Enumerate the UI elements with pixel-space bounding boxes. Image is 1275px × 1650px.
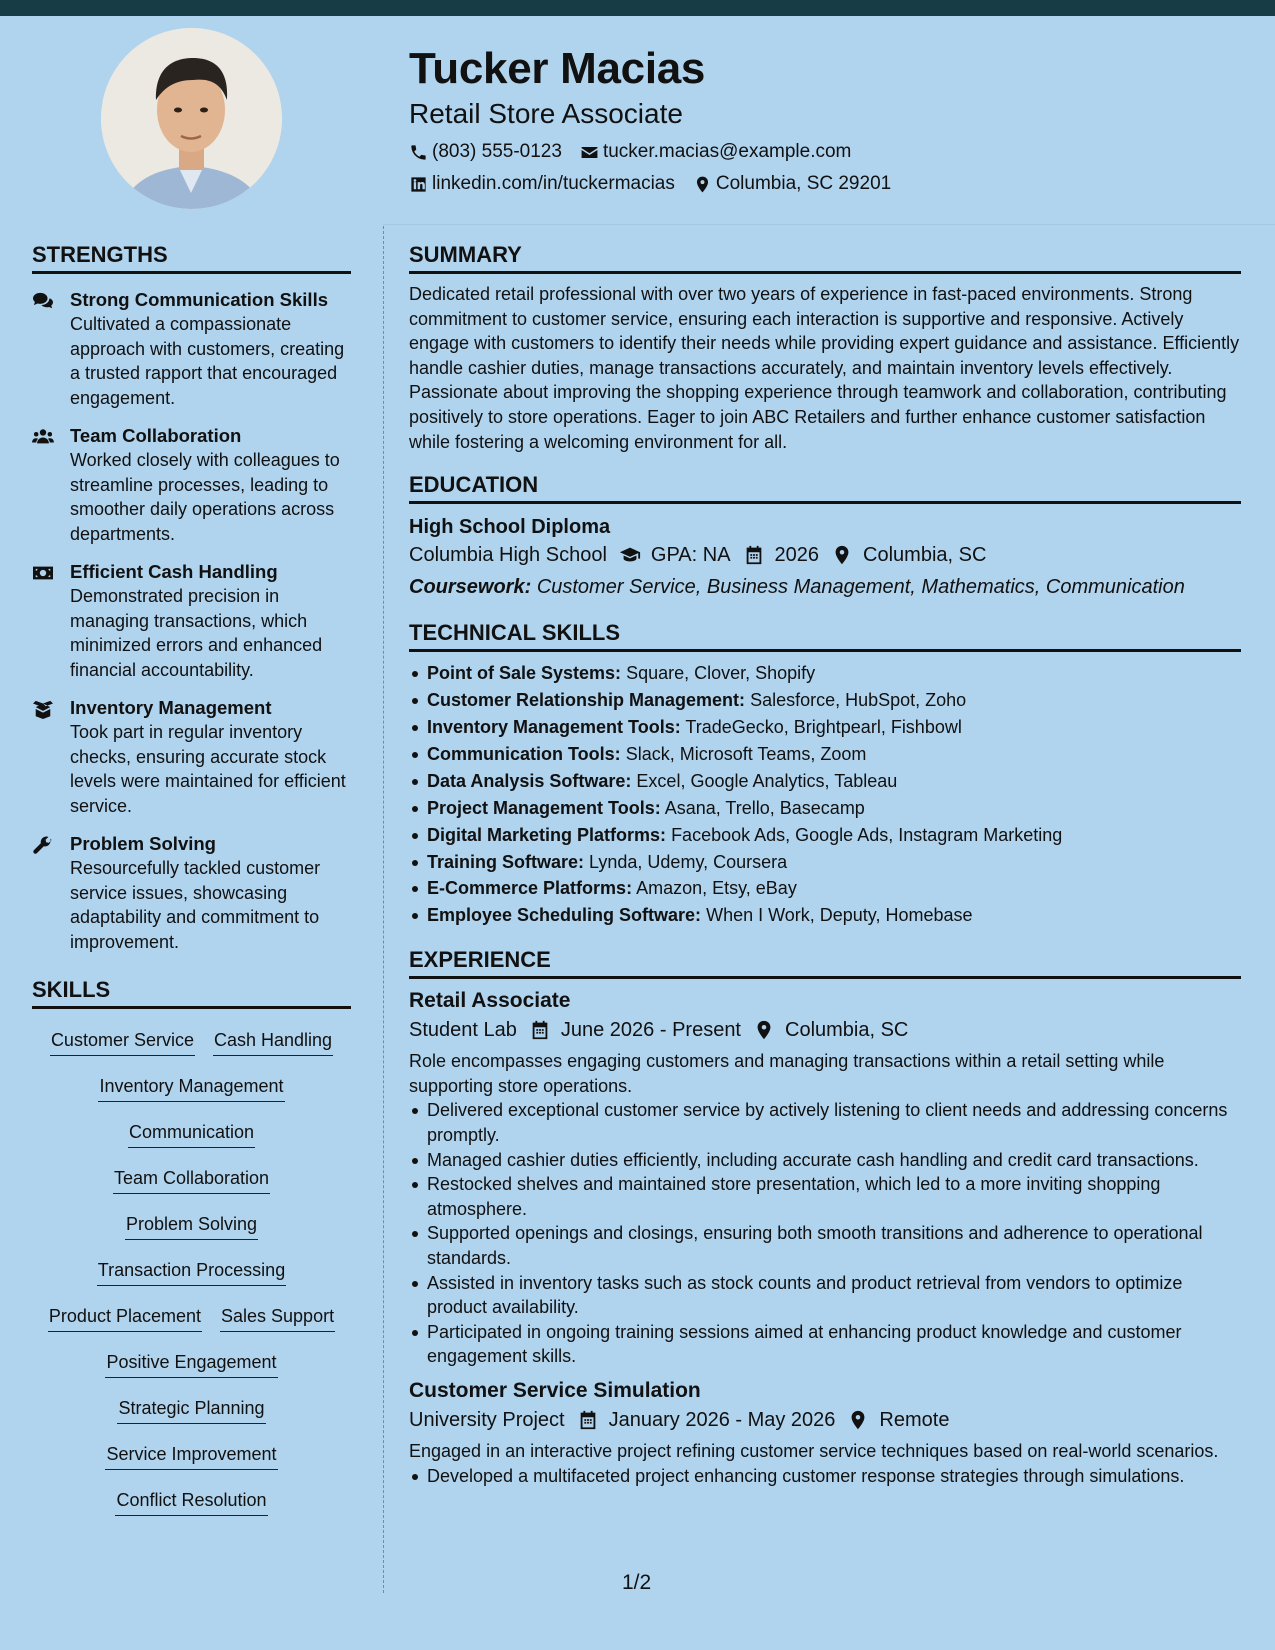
education-section: [409, 471, 1241, 602]
technical-skill-item: [409, 822, 1241, 849]
email-contact[interactable]: [580, 140, 851, 164]
skill-tools: When I Work, Deputy, Homebase: [706, 905, 973, 926]
email-text[interactable]: tucker.macias@example.com: [602, 141, 852, 162]
strength-title: Problem Solving: [70, 833, 216, 854]
map-marker-icon: [847, 1409, 869, 1431]
experience-heading: EXPERIENCE: [409, 946, 1241, 979]
strength-description: Worked closely with colleagues to streamline processes, leading to smoother daily operations across departments.: [70, 450, 340, 544]
job-location-text: Remote: [879, 1408, 950, 1431]
skill-tools: Excel, Google Analytics, Tableau: [636, 770, 898, 791]
summary-text: Dedicated retail professional with over two years of experience in fast-paced environments. Strong commitment to customer service, ensuring each interaction is supportive and responsive. Actively engage with customers to identify their needs while providing expert guidance and assistance. Efficiently handle cashier duties, manage transactions accurately, and maintain inventory levels effectively. Passionate about improving the shopping experience through teamwork and collaboration, contributing positively to store operations. Eager to join ABC Retailers and further enhance customer satisfaction while fostering a welcoming environment for all.: [409, 284, 1240, 452]
strength-description: Took part in regular inventory checks, ensuring accurate stock levels were maintained for efficient service.: [70, 722, 346, 816]
technical-skill-item: [409, 902, 1241, 929]
education-location: [831, 540, 986, 570]
page-number: 1/2: [622, 1571, 652, 1594]
technical-skills-section: [409, 619, 1241, 929]
technical-skills-heading: TECHNICAL SKILLS: [409, 619, 1241, 652]
job-entry: [409, 1377, 1241, 1488]
job-location: [753, 1015, 908, 1045]
linkedin-text[interactable]: linkedin.com/in/tuckermacias: [432, 173, 675, 194]
calendar-icon: [743, 544, 765, 566]
skill-category: Employee Scheduling Software:: [427, 905, 702, 926]
map-marker-icon: [753, 1019, 775, 1041]
skill-category: Communication Tools:: [427, 743, 621, 764]
strength-item: [32, 288, 351, 410]
skill-tools: Amazon, Etsy, eBay: [636, 878, 797, 899]
job-title: Retail Associate: [409, 989, 571, 1013]
profile-photo: [101, 28, 282, 209]
education-heading: EDUCATION: [409, 471, 1241, 504]
technical-skills-list: [409, 660, 1241, 929]
job-entry: [409, 987, 1241, 1369]
job-title: Customer Service Simulation: [409, 1378, 701, 1402]
job-org-text: Student Lab: [409, 1019, 517, 1042]
envelope-icon: [580, 143, 599, 162]
strength-item: [32, 560, 351, 682]
contact-row-1: [409, 140, 1259, 164]
candidate-title: Retail Store Associate: [409, 98, 683, 129]
strength-title: Inventory Management: [70, 697, 272, 718]
skill-category: E-Commerce Platforms:: [427, 878, 633, 899]
technical-skill-item: [409, 687, 1241, 714]
job-meta: [409, 1405, 1241, 1435]
skill-tools: Slack, Microsoft Teams, Zoom: [625, 743, 867, 764]
skill-category: Training Software:: [427, 851, 585, 872]
technical-skill-item: [409, 795, 1241, 822]
skill-tag: Strategic Planning: [117, 1396, 265, 1424]
job-dates: [529, 1015, 741, 1045]
job-bullet: Restocked shelves and maintained store presentation, which led to a more inviting shopping atmosphere.: [409, 1172, 1241, 1221]
experience-section: [409, 946, 1241, 1488]
skill-category: Data Analysis Software:: [427, 770, 632, 791]
job-bullet: Developed a multifaceted project enhancing customer response strategies through simulations.: [409, 1464, 1241, 1489]
technical-skill-item: [409, 768, 1241, 795]
year-text: 2026: [774, 544, 820, 567]
map-marker-icon: [831, 544, 853, 566]
job-org-text: University Project: [409, 1408, 565, 1431]
phone-contact: [409, 140, 562, 164]
skill-tag: Conflict Resolution: [115, 1488, 267, 1516]
skill-tag: Product Placement: [48, 1304, 202, 1332]
skill-category: Point of Sale Systems:: [427, 663, 622, 684]
summary-section: [409, 241, 1241, 454]
skill-tools: Salesforce, HubSpot, Zoho: [750, 690, 967, 711]
job-bullet: Delivered exceptional customer service by actively listening to client needs and addressing concerns promptly.: [409, 1098, 1241, 1147]
strength-description: Demonstrated precision in managing transactions, which minimized errors and enhanced financial accountability.: [70, 586, 323, 680]
skills-section: [32, 976, 351, 1525]
skill-category: Digital Marketing Platforms:: [427, 824, 667, 845]
education-location-text: Columbia, SC: [863, 544, 987, 567]
degree-title: High School Diploma: [409, 516, 611, 539]
skill-tools: Square, Clover, Shopify: [626, 663, 816, 684]
gpa-item: [619, 540, 731, 570]
skills-heading: SKILLS: [32, 976, 351, 1009]
money-bill-icon: [32, 563, 54, 583]
job-bullet: Supported openings and closings, ensuring both smooth transitions and adherence to operational standards.: [409, 1221, 1241, 1270]
strength-title: Efficient Cash Handling: [70, 561, 278, 582]
coursework-text: Customer Service, Business Management, Mathematics, Communication: [536, 576, 1185, 599]
technical-skill-item: [409, 660, 1241, 687]
strength-description: Cultivated a compassionate approach with customers, creating a trusted rapport that encouraged engagement.: [70, 314, 345, 408]
skill-tag: Customer Service: [50, 1028, 195, 1056]
skill-tools: Facebook Ads, Google Ads, Instagram Marketing: [671, 824, 1063, 845]
phone-text: (803) 555-0123: [432, 141, 562, 162]
skill-category: Customer Relationship Management:: [427, 690, 746, 711]
skill-tag: Problem Solving: [125, 1212, 258, 1240]
skill-tag: Sales Support: [220, 1304, 335, 1332]
phone-icon: [409, 143, 428, 162]
school-name: [409, 540, 607, 570]
skill-tag: Inventory Management: [98, 1074, 284, 1102]
header-divider: [383, 224, 1275, 225]
job-bullets: [409, 1464, 1241, 1489]
job-org: [409, 1405, 565, 1435]
job-bullet: Participated in ongoing training sessions aimed at enhancing product knowledge and customer engagement skills.: [409, 1320, 1241, 1369]
strength-item: [32, 832, 351, 954]
location-contact: [693, 172, 891, 196]
technical-skill-item: [409, 849, 1241, 876]
skill-tools: Asana, Trello, Basecamp: [664, 797, 865, 818]
linkedin-icon: [409, 175, 428, 194]
skill-tag: Positive Engagement: [105, 1350, 277, 1378]
strength-description: Resourcefully tackled customer service issues, showcasing adaptability and commitment to improvement.: [70, 858, 321, 952]
gpa-text: GPA: NA: [650, 544, 731, 567]
location-text: Columbia, SC 29201: [715, 173, 892, 194]
skill-tools: Lynda, Udemy, Coursera: [589, 851, 788, 872]
strength-title: Strong Communication Skills: [70, 289, 328, 310]
strengths-heading: STRENGTHS: [32, 241, 351, 274]
calendar-icon: [529, 1019, 551, 1041]
coursework: [409, 572, 1241, 602]
strength-item: [32, 696, 351, 818]
skill-tag: Communication: [128, 1120, 255, 1148]
job-bullets: [409, 1098, 1241, 1369]
top-accent-bar: [0, 0, 1275, 16]
job-location-text: Columbia, SC: [785, 1019, 909, 1042]
job-bullet: Assisted in inventory tasks such as stock counts and product retrieval from vendors to optimize product availability.: [409, 1271, 1241, 1320]
summary-heading: SUMMARY: [409, 241, 1241, 274]
education-meta: [409, 540, 1241, 570]
coursework-label: Coursework:: [409, 576, 532, 599]
job-description: Engaged in an interactive project refining customer service techniques based on real-world scenarios.: [409, 1440, 1219, 1461]
skill-tools: TradeGecko, Brightpearl, Fishbowl: [685, 716, 962, 737]
comments-icon: [32, 291, 54, 311]
users-icon: [32, 427, 54, 447]
strength-title: Team Collaboration: [70, 425, 242, 446]
candidate-name: Tucker Macias: [409, 44, 706, 93]
job-org: [409, 1015, 517, 1045]
column-divider: [383, 226, 384, 1593]
map-marker-icon: [693, 175, 712, 194]
strength-item: [32, 424, 351, 546]
calendar-icon: [577, 1409, 599, 1431]
skill-tag: Cash Handling: [213, 1028, 333, 1056]
skill-tag: Transaction Processing: [97, 1258, 286, 1286]
job-dates-text: January 2026 - May 2026: [608, 1408, 836, 1431]
box-open-icon: [32, 699, 54, 719]
job-dates: [577, 1405, 836, 1435]
job-bullet: Managed cashier duties efficiently, including accurate cash handling and credit card transactions.: [409, 1148, 1241, 1173]
right-column: [409, 241, 1241, 1488]
skill-tag: Service Improvement: [105, 1442, 277, 1470]
job-meta: [409, 1015, 1241, 1045]
technical-skill-item: [409, 875, 1241, 902]
technical-skill-item: [409, 741, 1241, 768]
wrench-icon: [32, 835, 54, 855]
skill-category: Project Management Tools:: [427, 797, 661, 818]
skills-list: [32, 1019, 351, 1525]
left-column: [32, 241, 351, 1525]
job-description: Role encompasses engaging customers and managing transactions within a retail setting while supporting store operations.: [409, 1051, 1165, 1096]
linkedin-contact[interactable]: [409, 172, 675, 196]
contact-row-2: [409, 172, 1259, 196]
year-item: [743, 540, 820, 570]
school-text: Columbia High School: [409, 544, 607, 567]
skill-tag: Team Collaboration: [113, 1166, 270, 1194]
technical-skill-item: [409, 714, 1241, 741]
job-location: [847, 1405, 949, 1435]
resume-header: [409, 42, 1259, 196]
job-dates-text: June 2026 - Present: [560, 1019, 741, 1042]
graduation-cap-icon: [619, 544, 641, 566]
skill-category: Inventory Management Tools:: [427, 716, 681, 737]
